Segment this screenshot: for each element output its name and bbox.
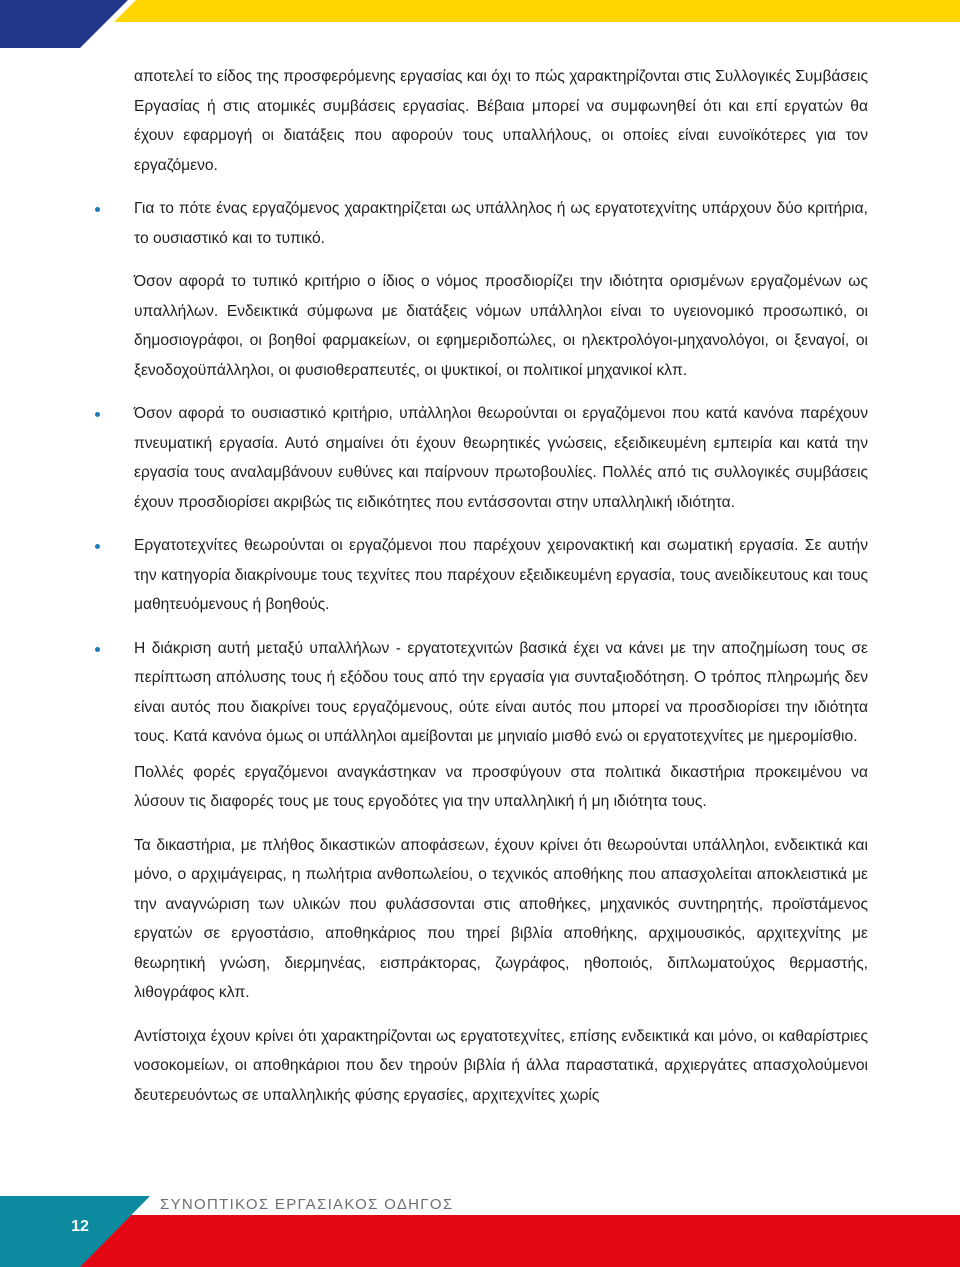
bullet-item: Εργατοτεχνίτες θεωρούνται οι εργαζόμενοι που παρέχουν χειρονακτική και σωματική εργασία. Σε αυτήν την κατηγορία διακρίνουμε τους τεχνίτες που παρέχουν εξειδικευμένη εργασία, τους ανειδίκευτους και τους μαθητευόμενους ή βοηθούς.	[134, 531, 868, 620]
paragraph: αποτελεί το είδος της προσφερόμενης εργασίας και όχι το πώς χαρακτηρίζονται στις Συλλογικές Συμβάσεις Εργασίας ή στις ατομικές συμβάσεις εργασίας. Βέβαια μπορεί να συμφωνηθεί ότι και επί εργατών θα έχουν εφαρμογή οι διατάξεις που αφορούν τους υπαλλήλους, οι οποίες είναι ευνοϊκότερες για τον εργαζόμενο.	[134, 68, 868, 174]
bottom-color-band	[0, 1190, 960, 1267]
paragraph: Πολλές φορές εργαζόμενοι αναγκάστηκαν να προσφύγουν στα πολιτικά δικαστήρια προκειμένου να λύσουν τις διαφορές τους με τους εργοδότες για την υπαλληλική ή μη ιδιότητα τους.	[134, 763, 868, 810]
top-color-band	[0, 0, 960, 48]
page-content	[134, 62, 868, 1124]
page-number: 12	[71, 1218, 89, 1235]
paragraph: Τα δικαστήρια, με πλήθος δικαστικών αποφάσεων, έχουν κρίνει ότι θεωρούνται υπάλληλοι, ενδεικτικά και μόνο, ο αρχιμάγειρας, η πωλήτρια ανθοπωλείου, ο τεχνικός αποθήκης που απασχολείται αποκλειστικά με την αναγνώριση των υλικών που φυλάσσονται στις αποθήκες, μηχανικός συντηρητής, προϊστάμενος εργατών σε εργοστάσιο, αποθηκάριος που τηρεί βιβλία αποθήκης, αρχιμουσικός, αρχιτεχνίτης με θεωρητική γνώση, διερμηνέας, εισπράκτορας, ζωγράφος, ηθοποιός, διπλωματούχος θερμαστής, λιθογράφος κλπ.	[134, 836, 868, 1001]
paragraph: Όσον αφορά το τυπικό κριτήριο ο ίδιος ο νόμος προσδιορίζει την ιδιότητα ορισμένων εργαζομένων ως υπαλλήλων. Ενδεικτικά σύμφωνα με διατάξεις νόμων υπάλληλοι είναι το υγειονομικό προσωπικό, οι δημοσιογράφοι, οι βοηθοί φαρμακείων, οι εφημεριδοπώλες, οι ηλεκτρολόγοι-μηχανολόγοι, οι ξεναγοί, οι ξενοδοχοϋπάλληλοι, οι φυσιοθεραπευτές, οι ψυκτικοί, οι πολιτικοί μηχανικοί κλπ.	[134, 273, 868, 379]
bullet-item: Η διάκριση αυτή μεταξύ υπαλλήλων - εργατοτεχνιτών βασικά έχει να κάνει με την αποζημίωση τους σε περίπτωση απόλυσης τους ή εξόδου τους από την εργασία για συνταξιοδότηση. Ο τρόπος πληρωμής δεν είναι αυτός που διακρίνει τους εργαζόμενους, ούτε είναι αυτός που μπορεί να προσδιορίσει την ιδιότητα τους. Κατά κανόνα όμως οι υπάλληλοι αμείβονται με μηνιαίο μισθό ενώ οι εργατοτεχνίτες με ημερομίσθιο.	[134, 634, 868, 752]
top-yellow-stripe	[114, 0, 960, 22]
bullet-item: Όσον αφορά το ουσιαστικό κριτήριο, υπάλληλοι θεωρούνται οι εργαζόμενοι που κατά κανόνα παρέχουν πνευματική εργασία. Αυτό σημαίνει ότι έχουν θεωρητικές γνώσεις, εξειδικευμένη εμπειρία και κατά την εργασία τους αναλαμβάνουν ευθύνες και παίρνουν πρωτοβουλίες. Πολλές από τις συλλογικές συμβάσεις έχουν προσδιορίσει ακριβώς τις ειδικότητες που εντάσσονται στην υπαλληλική ιδιότητα.	[134, 399, 868, 517]
bullet-item: Για το πότε ένας εργαζόμενος χαρακτηρίζεται ως υπάλληλος ή ως εργατοτεχνίτης υπάρχουν δύο κριτήρια, το ουσιαστικό και το τυπικό.	[134, 194, 868, 253]
bottom-red-stripe	[78, 1215, 960, 1267]
top-navy-stripe	[0, 0, 128, 48]
footer-title: ΣΥΝΟΠΤΙΚΟΣ ΕΡΓΑΣΙΑΚΟΣ ΟΔΗΓΟΣ	[160, 1196, 454, 1213]
paragraph: Αντίστοιχα έχουν κρίνει ότι χαρακτηρίζονται ως εργατοτεχνίτες, επίσης ενδεικτικά και μόνο, οι καθαρίστριες νοσοκομείων, οι αποθηκάριοι που δεν τηρούν βιβλία ή άλλα παραστατικά, αρχιεργάτες απασχολούμενοι δευτερευόντως σε υπαλληλικής φύσης εργασίες, αρχιτεχνίτες χωρίς	[134, 1027, 868, 1104]
